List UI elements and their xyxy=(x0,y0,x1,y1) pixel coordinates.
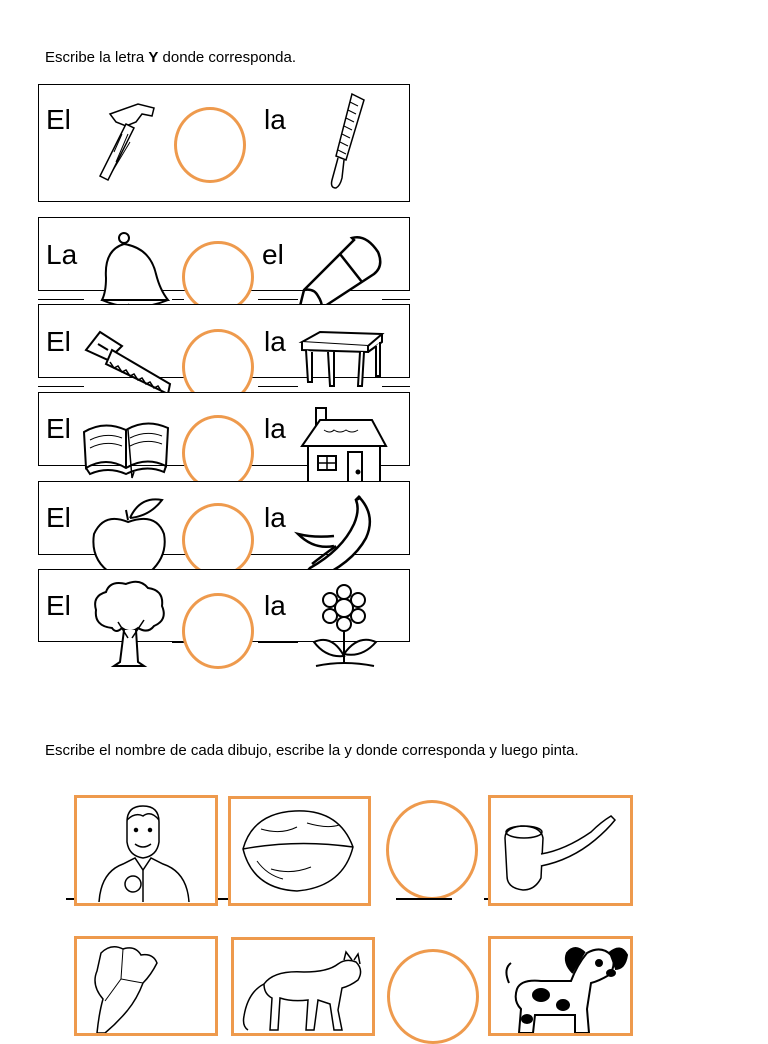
article-6a: El xyxy=(46,590,71,621)
instruction-2: Escribe el nombre de cada dibujo, escribe la y donde corresponda y luego pinta. xyxy=(45,742,579,759)
article-5a: El xyxy=(46,502,71,533)
write-line[interactable] xyxy=(396,898,452,900)
article-5b: la xyxy=(264,502,286,533)
picture-card-puma xyxy=(231,937,375,1036)
article-2b: el xyxy=(262,239,284,270)
article-4a: El xyxy=(46,413,71,444)
picture-card-walnut xyxy=(228,796,371,906)
write-line[interactable] xyxy=(382,299,410,300)
file-tool-icon xyxy=(318,92,368,192)
answer-circle-5[interactable] xyxy=(182,503,254,577)
hammer-icon xyxy=(92,100,160,182)
picture-card-map xyxy=(74,936,218,1036)
man-icon xyxy=(77,798,215,903)
article-1b: la xyxy=(264,104,286,135)
pipe-icon xyxy=(491,798,630,903)
answer-circle-1[interactable] xyxy=(174,107,246,183)
article-1a: El xyxy=(46,104,71,135)
write-line[interactable] xyxy=(258,386,298,387)
article-2a: La xyxy=(46,239,78,270)
table-icon xyxy=(298,330,386,390)
write-line[interactable] xyxy=(382,386,410,387)
tree-icon xyxy=(90,578,170,670)
answer-circle-7[interactable] xyxy=(386,800,478,900)
write-line[interactable] xyxy=(38,299,84,300)
write-line[interactable] xyxy=(172,642,184,643)
map-icon xyxy=(77,939,215,1033)
write-line[interactable] xyxy=(258,642,298,643)
answer-circle-6[interactable] xyxy=(182,593,254,669)
article-3b: la xyxy=(264,326,286,357)
write-line[interactable] xyxy=(218,898,228,900)
picture-card-dog xyxy=(488,936,633,1036)
write-line[interactable] xyxy=(38,386,84,387)
instruction-1: Escribe la letra Y donde corresponda. xyxy=(45,49,296,66)
article-4b: la xyxy=(264,413,286,444)
book-icon xyxy=(80,410,172,482)
saw-icon xyxy=(82,324,176,396)
puma-icon xyxy=(234,940,372,1033)
article-6b: la xyxy=(264,590,286,621)
flower-icon xyxy=(306,584,382,670)
answer-circle-4[interactable] xyxy=(182,415,254,491)
walnut-icon xyxy=(231,799,368,903)
answer-circle-8[interactable] xyxy=(387,949,479,1044)
write-line[interactable] xyxy=(66,898,74,900)
dog-icon xyxy=(491,939,630,1033)
article-3a: El xyxy=(46,326,71,357)
picture-card-pipe xyxy=(488,795,633,906)
picture-card-man xyxy=(74,795,218,906)
apple-icon xyxy=(90,494,168,578)
answer-circle-2[interactable] xyxy=(182,241,254,313)
